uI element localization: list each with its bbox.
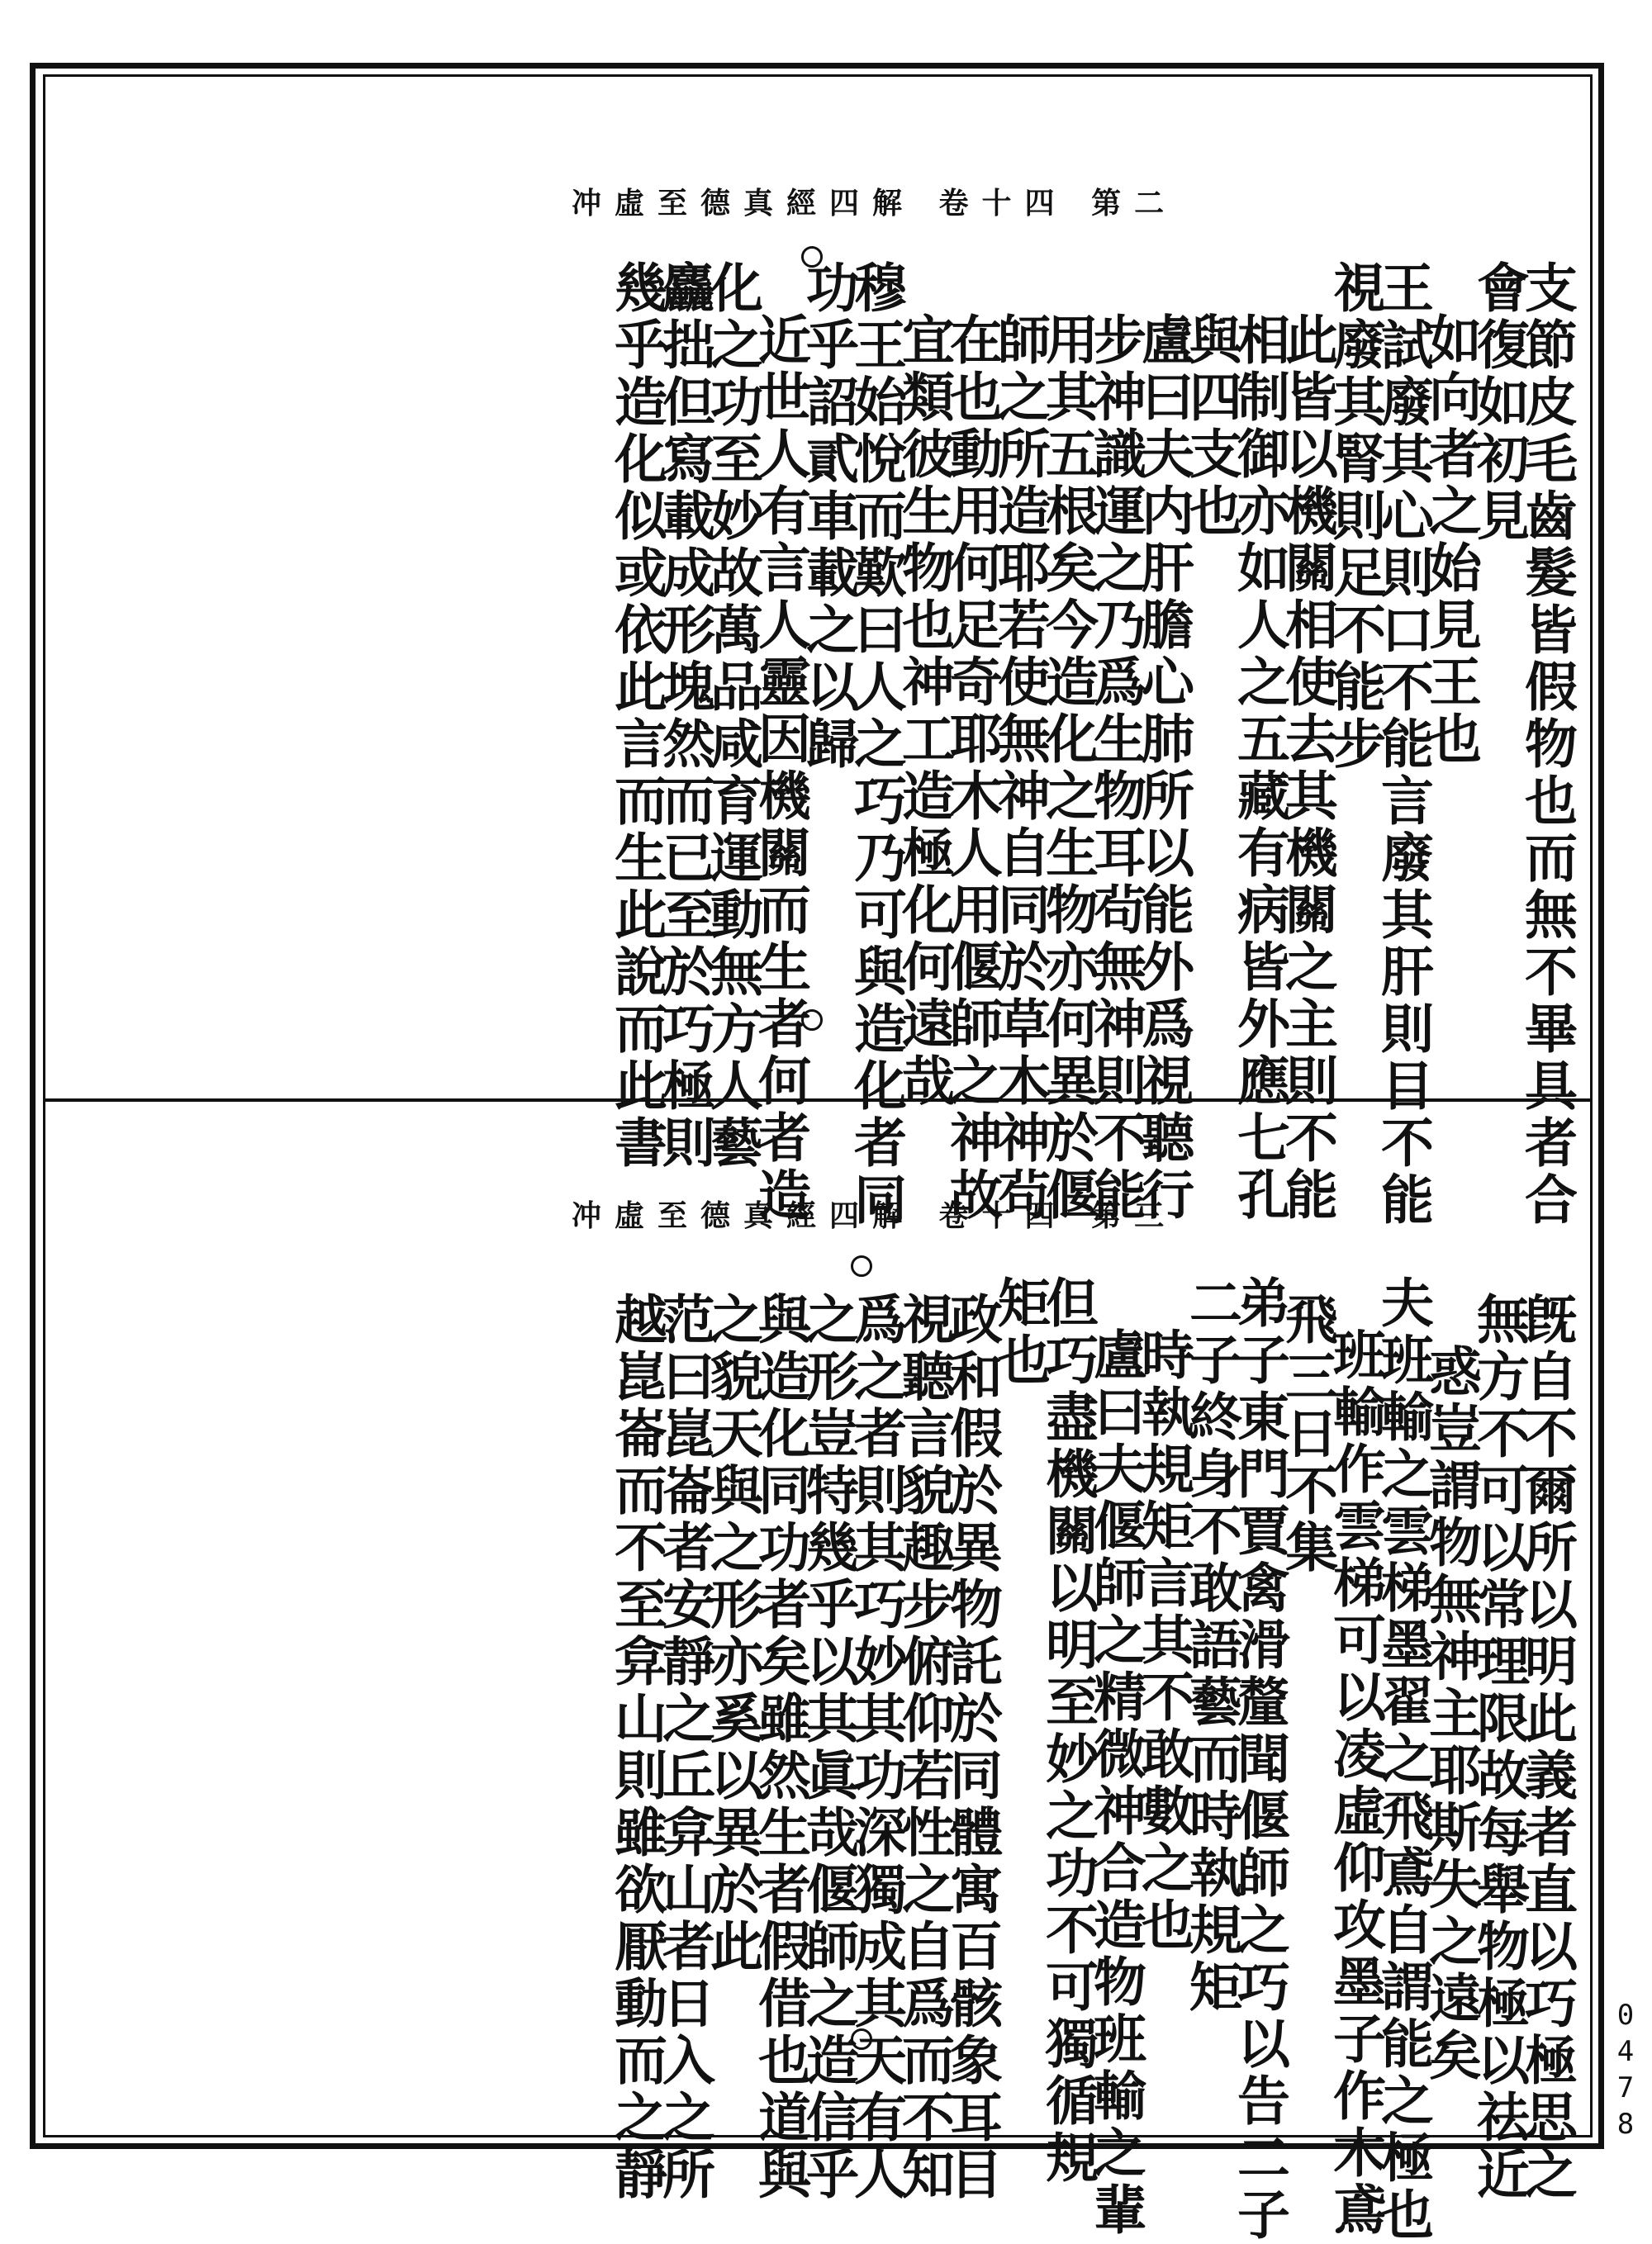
- text-column: 二子終身不敢語藝而時執規矩: [1180, 1275, 1242, 2016]
- text-column: 班輸作雲梯可以凌虛仰攻墨子作木鳶: [1324, 1327, 1386, 2239]
- text-column: 支節皮毛齒髮皆假物也而無不畢具者合: [1516, 260, 1578, 1229]
- text-column: 無方不可以常理限故每舉物極以祛近: [1468, 1292, 1530, 2204]
- text-column: 化之功至妙故萬品咸育運動無方人藝: [701, 260, 763, 1172]
- text-column: 之貌天與之形亦奚以異於此: [701, 1292, 763, 1976]
- text-column: 在也動用何足奇耶木人用偃師之神故: [941, 312, 1003, 1224]
- text-column: 越崑崙而不至弇山則雖欲厭動而之靜: [605, 1292, 667, 2204]
- text-column: 爲之者則其巧妙其功深獨成其天有人: [845, 1292, 907, 2204]
- text-column: 麤拙但寫載成形塊然而已至於巧極則: [653, 260, 715, 1172]
- text-column: 視聽言貌趣步俯仰若性之自爲而不知: [893, 1292, 955, 2204]
- text-column: 之形豈特幾乎以其眞哉偃師之造信乎: [797, 1292, 859, 2204]
- text-column: 幾乎造化似或依此言而生此說而此書: [605, 260, 667, 1172]
- text-column: 如向者之始見王也: [1420, 312, 1482, 768]
- text-column: 用其五根矣今造化之生物亦何異於偃: [1037, 312, 1099, 1224]
- text-column: 矩也: [989, 1275, 1051, 1389]
- circle-mark: [851, 2028, 872, 2050]
- text-column: 惑豈謂物無神主耶斯失之遠矣: [1420, 1344, 1482, 2085]
- text-column: 師之所造耶若使無神自同於草木神茍: [989, 312, 1051, 1224]
- text-column: 政和假於異物託於同體寓百骸象耳目: [941, 1292, 1003, 2204]
- page-number: 0478: [1609, 1999, 1642, 2144]
- text-column: 視廢其腎則足不能步: [1324, 260, 1386, 773]
- text-column: 會復如初見: [1468, 260, 1530, 545]
- bottom-page-header: 冲虛至德真經四解 卷十四 第三: [572, 1198, 1178, 1233]
- text-column: 時執規矩言其不敢數之也: [1132, 1327, 1194, 1954]
- top-page-header: 冲虛至德真經四解 卷十四 第二: [572, 186, 1178, 221]
- text-column: 與造化同功者矣雖然生者假借也道與: [749, 1292, 811, 2204]
- circle-mark: [851, 1255, 872, 1277]
- text-column: 盧曰夫内肝膽心肺所以能外爲視聽行: [1132, 312, 1194, 1224]
- bottom-page: [43, 1102, 1593, 2244]
- circle-mark: [801, 246, 823, 268]
- circle-mark: [801, 1009, 823, 1031]
- text-column: 弟子東門賈禽滑釐聞偃師之巧以告二子: [1228, 1275, 1290, 2244]
- text-column: 王試廢其心則口不能言廢其肝則目不能: [1372, 260, 1434, 1229]
- text-column: 穆王始悅而歎曰人之巧乃可與造化者同: [845, 260, 907, 1229]
- text-column: 步神識運之乃爲生物耳茍無神則不能: [1085, 312, 1146, 1224]
- text-column: 飛三日不集: [1276, 1292, 1338, 1577]
- text-column: 此皆以機關相使去其機關之主則不能: [1276, 312, 1338, 1224]
- text-column: 功乎詔貳車載之以歸: [797, 260, 859, 773]
- text-column: 近世人有言人靈因機關而生者何者造: [749, 312, 811, 1224]
- text-column: 盧曰夫偃師之精微神合造物班輸之輩: [1085, 1327, 1146, 2239]
- text-column: 與四支也: [1180, 312, 1242, 540]
- text-column: 宜類彼生物也神工造極化何遠哉: [893, 312, 955, 1110]
- text-column: 但巧盡機關以明至妙之功不可獨循規: [1037, 1275, 1099, 2187]
- text-column: 旣自不爾所以明此義者直以巧極思之: [1516, 1292, 1578, 2204]
- text-column: 相制御亦如人之五藏有病皆外應七孔: [1228, 312, 1290, 1224]
- text-column: 范曰崑崙者安靜之丘弇山者日入之所: [653, 1292, 715, 2204]
- text-column: 夫班輸之雲梯墨翟之飛鳶自謂能之極也: [1372, 1275, 1434, 2244]
